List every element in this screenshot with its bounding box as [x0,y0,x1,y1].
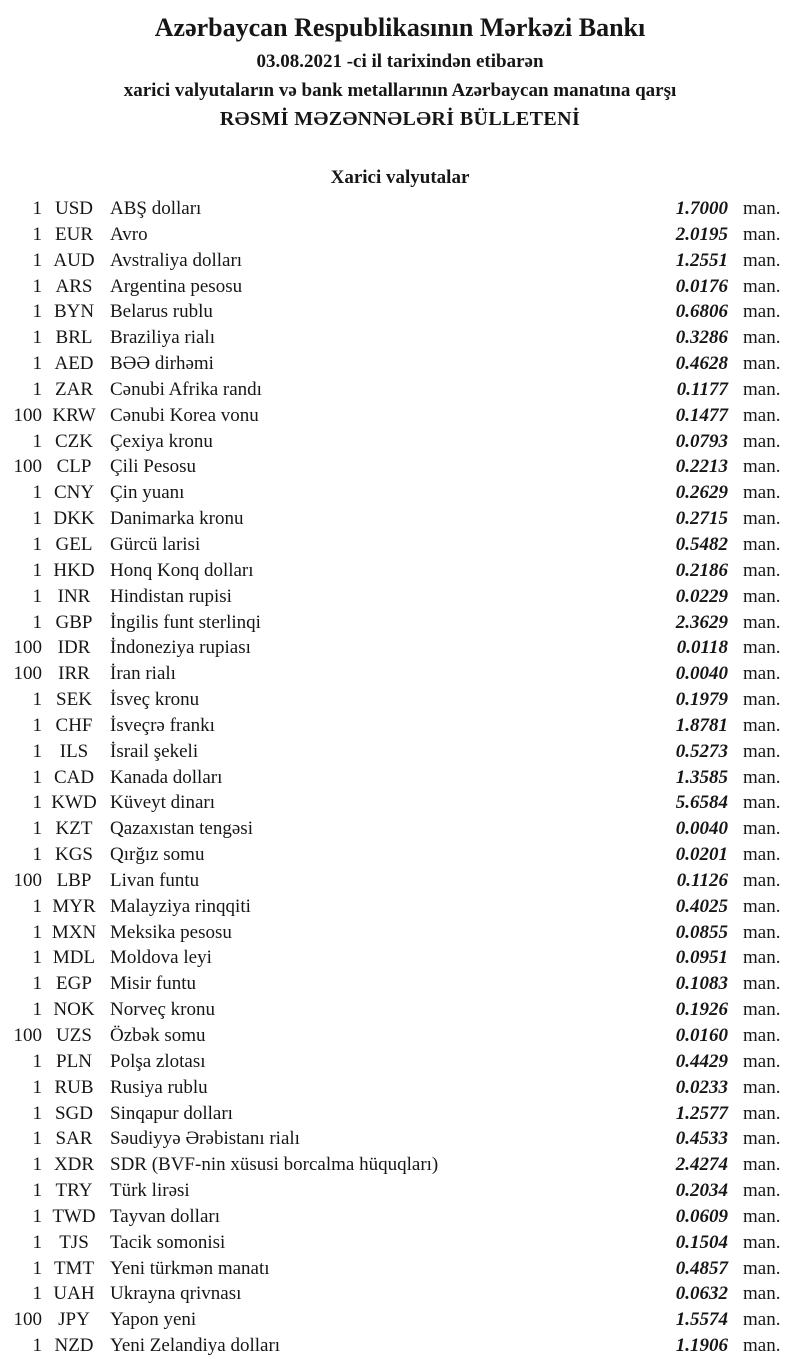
currency-code-cell: TWD [52,1205,96,1227]
quantity-cell: 1 [32,611,42,633]
table-row [0,480,800,506]
unit-label-cell: man. [743,1154,781,1176]
table-row [0,635,800,661]
table-row [0,1307,800,1333]
currency-name-cell: İsrail şekeli [110,740,199,762]
currency-code-cell: GEL [55,533,93,555]
unit-label-cell: man. [743,999,781,1021]
currency-code-cell: ARS [55,275,93,297]
currency-code-cell: GBP [55,611,93,633]
rate-value-cell: 0.1477 [675,404,728,426]
table-row [0,1204,800,1230]
rate-value-cell: 0.1926 [675,999,728,1021]
currency-code-cell: CAD [53,766,95,788]
currency-name-cell: Yeni Zelandiya dolları [110,1335,281,1357]
bulletin-title: RƏSMİ MƏZƏNNƏLƏRİ BÜLLETENİ [219,108,581,130]
quantity-cell: 1 [32,1102,42,1124]
quantity-cell: 1 [32,327,42,349]
rate-value-cell: 0.2186 [675,559,728,581]
unit-label-cell: man. [743,663,781,685]
rate-value-cell: 0.1126 [676,869,728,891]
quantity-cell: 100 [13,663,42,685]
rate-value-cell: 1.7000 [675,198,728,219]
unit-label-cell: man. [743,353,781,375]
currency-name-cell: İndoneziya rupiası [110,637,251,659]
currency-name-cell: Tayvan dolları [110,1205,220,1227]
table-row [0,454,800,480]
quantity-cell: 1 [32,1283,42,1305]
table-row [0,403,800,429]
currency-name-cell: Özbək somu [110,1025,206,1046]
rate-value-cell: 1.8781 [675,714,728,736]
unit-label-cell: man. [743,378,781,400]
quantity-cell: 1 [32,198,42,219]
table-row [0,1101,800,1127]
quantity-cell: 100 [13,637,42,659]
rate-value-cell: 0.6806 [675,301,728,323]
currency-code-cell: CZK [55,430,93,452]
quantity-cell: 1 [32,999,42,1021]
bulletin-subtitle: xarici valyutaların və bank metallarının Azərbaycan manatına qarşı [123,80,677,101]
currency-code-cell: PLN [56,1050,92,1072]
currency-code-cell: CHF [55,714,93,736]
unit-label-cell: man. [743,585,781,607]
table-row [0,1178,800,1204]
quantity-cell: 1 [32,533,42,555]
currency-code-cell: RUB [54,1076,94,1098]
currency-rates-table [0,196,800,1359]
rate-value-cell: 1.5574 [675,1309,728,1331]
currency-name-cell: Səudiyyə Ərəbistanı rialı [110,1128,300,1150]
table-row [0,1256,800,1282]
currency-name-cell: Türk lirəsi [110,1180,190,1202]
currency-name-cell: Moldova leyi [110,947,212,969]
rate-value-cell: 0.2034 [675,1180,728,1202]
quantity-cell: 1 [32,353,42,375]
rate-value-cell: 1.2577 [675,1102,728,1124]
table-row [0,1281,800,1307]
currency-code-cell: UZS [56,1025,92,1046]
unit-label-cell: man. [743,327,781,349]
unit-label-cell: man. [743,1309,781,1331]
currency-name-cell: Malayziya rinqqiti [110,895,251,917]
table-row [0,584,800,610]
currency-code-cell: KRW [52,404,96,426]
rate-value-cell: 0.2629 [675,482,728,504]
unit-label-cell: man. [743,1128,781,1150]
currency-name-cell: Avstraliya dolları [110,249,243,271]
unit-label-cell: man. [743,1335,781,1357]
quantity-cell: 100 [13,404,42,426]
currency-name-cell: Polşa zlotası [110,1050,206,1072]
effective-date-line: 03.08.2021 -ci il tarixindən etibarən [256,51,544,72]
rate-value-cell: 0.0855 [675,921,728,943]
quantity-cell: 1 [32,792,42,814]
rate-value-cell: 0.1504 [675,1231,728,1253]
currency-name-cell: ABŞ dolları [110,198,202,219]
quantity-cell: 1 [32,1154,42,1176]
rate-value-cell: 0.4857 [675,1257,728,1279]
rate-value-cell: 0.0201 [675,844,728,866]
currency-name-cell: Küveyt dinarı [110,792,216,814]
quantity-cell: 1 [32,844,42,866]
unit-label-cell: man. [743,921,781,943]
unit-label-cell: man. [743,275,781,297]
currency-name-cell: Ukrayna qrivnası [110,1283,242,1305]
rate-value-cell: 0.4533 [675,1128,728,1150]
table-row [0,196,800,222]
quantity-cell: 1 [32,223,42,245]
table-row [0,997,800,1023]
currency-code-cell: ZAR [55,378,93,400]
unit-label-cell: man. [743,249,781,271]
quantity-cell: 1 [32,973,42,995]
currency-code-cell: USD [54,198,93,219]
quantity-cell: 1 [32,1128,42,1150]
rate-value-cell: 0.1083 [675,973,728,995]
table-row [0,325,800,351]
currency-code-cell: XDR [53,1154,95,1176]
table-row [0,894,800,920]
table-row [0,299,800,325]
unit-label-cell: man. [743,430,781,452]
page-title: Azərbaycan Respublikasının Mərkəzi Bankı [154,13,646,42]
rate-value-cell: 0.4628 [675,353,728,375]
rate-value-cell: 1.2551 [675,249,728,271]
rate-value-cell: 0.2715 [675,508,728,530]
unit-label-cell: man. [743,223,781,245]
rate-value-cell: 0.0632 [675,1283,728,1305]
currency-name-cell: İran rialı [110,663,176,685]
currency-code-cell: NOK [53,999,95,1021]
currency-code-cell: MXN [51,921,97,943]
quantity-cell: 1 [32,249,42,271]
table-row [0,739,800,765]
currency-name-cell: Qırğız somu [110,844,205,866]
quantity-cell: 1 [32,766,42,788]
rate-value-cell: 1.1906 [675,1335,728,1357]
unit-label-cell: man. [743,456,781,478]
table-row [0,222,800,248]
unit-label-cell: man. [743,559,781,581]
unit-label-cell: man. [743,1205,781,1227]
currency-name-cell: Çili Pesosu [110,456,197,478]
unit-label-cell: man. [743,766,781,788]
currency-name-cell: Çexiya kronu [110,430,213,452]
quantity-cell: 1 [32,895,42,917]
quantity-cell: 1 [32,818,42,840]
currency-code-cell: EUR [55,223,93,245]
currency-code-cell: JPY [58,1309,90,1331]
table-row [0,1075,800,1101]
rate-value-cell: 0.0040 [675,663,728,685]
currency-code-cell: SEK [56,689,92,711]
table-row [0,661,800,687]
currency-name-cell: Livan funtu [110,869,200,891]
currency-code-cell: NZD [54,1335,94,1357]
table-row [0,558,800,584]
currency-code-cell: TJS [59,1231,89,1253]
rate-value-cell: 2.4274 [675,1154,728,1176]
table-row [0,868,800,894]
table-row [0,687,800,713]
currency-name-cell: Yapon yeni [110,1309,197,1331]
quantity-cell: 1 [32,689,42,711]
table-row [0,274,800,300]
unit-label-cell: man. [743,1102,781,1124]
quantity-cell: 100 [13,869,42,891]
currency-code-cell: EGP [56,973,92,995]
rate-value-cell: 0.0951 [675,947,728,969]
currency-code-cell: SAR [55,1128,93,1150]
currency-code-cell: INR [57,585,91,607]
quantity-cell: 1 [32,740,42,762]
currency-code-cell: KGS [54,844,93,866]
currency-name-cell: Cənubi Afrika randı [110,378,262,400]
currency-name-cell: İngilis funt sterlinqi [110,611,261,633]
table-row [0,713,800,739]
rate-value-cell: 0.3286 [675,327,728,349]
quantity-cell: 1 [32,1076,42,1098]
quantity-cell: 1 [32,559,42,581]
table-row [0,506,800,532]
table-row [0,351,800,377]
quantity-cell: 1 [32,947,42,969]
table-row [0,610,800,636]
currency-code-cell: SGD [54,1102,93,1124]
currency-code-cell: AUD [53,249,95,271]
unit-label-cell: man. [743,973,781,995]
table-row [0,377,800,403]
quantity-cell: 1 [32,1180,42,1202]
rate-value-cell: 0.5273 [675,740,728,762]
rate-value-cell: 2.3629 [675,611,728,633]
table-row [0,971,800,997]
currency-name-cell: Kanada dolları [110,766,223,788]
currency-code-cell: UAH [53,1283,95,1305]
currency-name-cell: Cənubi Korea vonu [110,404,259,426]
rate-value-cell: 5.6584 [675,792,728,814]
table-row [0,765,800,791]
unit-label-cell: man. [743,895,781,917]
currency-code-cell: AED [54,353,94,375]
quantity-cell: 1 [32,1231,42,1253]
currency-name-cell: Braziliya rialı [110,327,215,349]
currency-name-cell: Yeni türkmən manatı [110,1257,270,1279]
unit-label-cell: man. [743,1025,781,1046]
currency-name-cell: Danimarka kronu [110,508,244,530]
currency-code-cell: MYR [52,895,96,917]
rate-value-cell: 0.4025 [675,895,728,917]
unit-label-cell: man. [743,1257,781,1279]
unit-label-cell: man. [743,637,781,659]
quantity-cell: 100 [13,456,42,478]
currency-name-cell: İsveçrə frankı [110,714,215,736]
rate-value-cell: 0.4429 [675,1050,728,1072]
currency-name-cell: Argentina pesosu [110,275,243,297]
unit-label-cell: man. [743,404,781,426]
quantity-cell: 1 [32,921,42,943]
currency-name-cell: Rusiya rublu [110,1076,208,1098]
rate-value-cell: 0.5482 [675,533,728,555]
currency-code-cell: LBP [56,869,92,891]
unit-label-cell: man. [743,301,781,323]
unit-label-cell: man. [743,792,781,814]
unit-label-cell: man. [743,611,781,633]
table-row [0,842,800,868]
table-row [0,1126,800,1152]
quantity-cell: 1 [32,1335,42,1357]
currency-name-cell: Tacik somonisi [110,1231,226,1253]
table-row [0,1152,800,1178]
rate-value-cell: 0.2213 [675,456,728,478]
rate-value-cell: 1.3585 [675,766,728,788]
rate-value-cell: 0.0160 [675,1025,728,1046]
unit-label-cell: man. [743,818,781,840]
currency-code-cell: TMT [53,1257,95,1279]
rate-value-cell: 0.0176 [675,275,728,297]
currency-name-cell: Honq Konq dolları [110,559,254,581]
bulletin-header [0,0,800,133]
rate-value-cell: 0.0040 [675,818,728,840]
rate-value-cell: 0.0229 [675,585,728,607]
table-row [0,816,800,842]
currency-name-cell: Hindistan rupisi [110,585,232,607]
quantity-cell: 1 [32,275,42,297]
unit-label-cell: man. [743,947,781,969]
table-row [0,532,800,558]
currency-code-cell: BRL [55,327,93,349]
table-row [0,1333,800,1359]
currency-code-cell: TRY [55,1180,93,1202]
table-row [0,945,800,971]
currency-code-cell: BYN [53,301,95,323]
unit-label-cell: man. [743,869,781,891]
currency-code-cell: HKD [53,559,95,581]
table-row [0,429,800,455]
quantity-cell: 100 [13,1025,42,1046]
unit-label-cell: man. [743,740,781,762]
currency-code-cell: KZT [55,818,93,840]
unit-label-cell: man. [743,714,781,736]
unit-label-cell: man. [743,198,781,219]
unit-label-cell: man. [743,533,781,555]
currency-code-cell: IDR [57,637,91,659]
rate-value-cell: 0.0233 [675,1076,728,1098]
quantity-cell: 1 [32,508,42,530]
unit-label-cell: man. [743,1180,781,1202]
currency-code-cell: CNY [53,482,95,504]
quantity-cell: 1 [32,430,42,452]
quantity-cell: 100 [13,1309,42,1331]
table-row [0,1230,800,1256]
currency-name-cell: Belarus rublu [110,301,213,323]
unit-label-cell: man. [743,844,781,866]
unit-label-cell: man. [743,1231,781,1253]
currency-name-cell: Meksika pesosu [110,921,232,943]
rate-value-cell: 0.1177 [676,378,728,400]
table-row [0,790,800,816]
quantity-cell: 1 [32,1050,42,1072]
rate-value-cell: 0.0793 [675,430,728,452]
unit-label-cell: man. [743,1076,781,1098]
currency-code-cell: ILS [59,740,89,762]
table-row [0,1049,800,1075]
unit-label-cell: man. [743,1050,781,1072]
currency-code-cell: IRR [58,663,90,685]
rate-value-cell: 0.0609 [675,1205,728,1227]
table-row [0,920,800,946]
currency-name-cell: BƏƏ dirhəmi [110,353,214,375]
rate-value-cell: 0.1979 [675,689,728,711]
currency-name-cell: SDR (BVF-nin xüsusi borcalma hüquqları) [110,1154,439,1176]
rate-value-cell: 0.0118 [676,637,728,659]
currency-name-cell: Gürcü larisi [110,533,201,555]
currency-name-cell: Misir funtu [110,973,197,995]
quantity-cell: 1 [32,301,42,323]
currency-name-cell: Sinqapur dolları [110,1102,233,1124]
currency-code-cell: KWD [51,792,97,814]
currency-code-cell: CLP [56,456,92,478]
unit-label-cell: man. [743,689,781,711]
currency-name-cell: Qazaxıstan tengəsi [110,818,253,840]
table-row [0,1023,800,1049]
quantity-cell: 1 [32,1205,42,1227]
rate-value-cell: 2.0195 [675,223,728,245]
section-title-foreign-currencies: Xarici valyutalar [330,167,470,188]
currency-name-cell: İsveç kronu [110,689,200,711]
quantity-cell: 1 [32,378,42,400]
currency-name-cell: Norveç kronu [110,999,215,1021]
quantity-cell: 1 [32,585,42,607]
unit-label-cell: man. [743,508,781,530]
unit-label-cell: man. [743,1283,781,1305]
table-row [0,248,800,274]
currency-name-cell: Çin yuanı [110,482,185,504]
currency-code-cell: MDL [52,947,96,969]
quantity-cell: 1 [32,714,42,736]
currency-name-cell: Avro [110,223,148,245]
quantity-cell: 1 [32,1257,42,1279]
quantity-cell: 1 [32,482,42,504]
currency-code-cell: DKK [53,508,95,530]
unit-label-cell: man. [743,482,781,504]
